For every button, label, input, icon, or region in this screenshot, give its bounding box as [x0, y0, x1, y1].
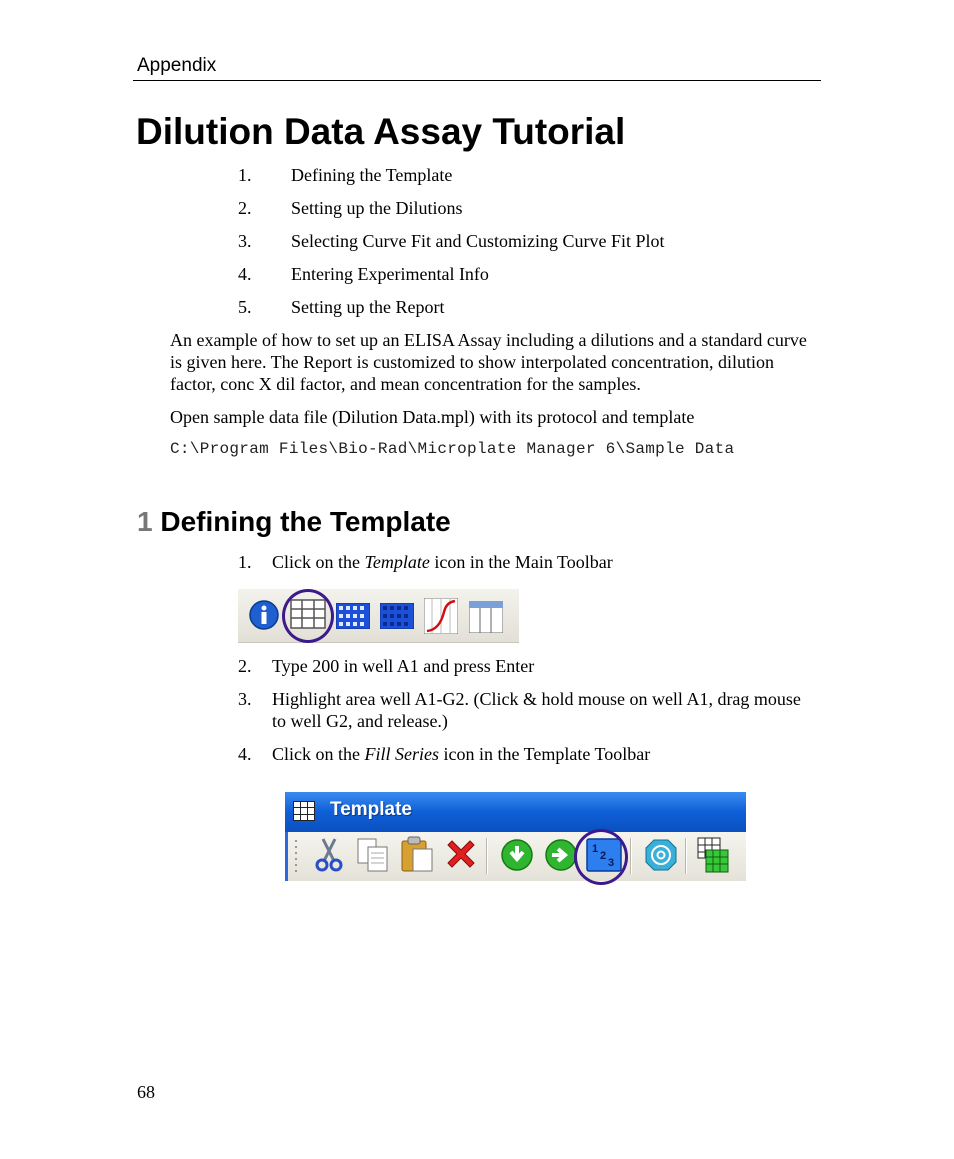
curve-fit-icon[interactable]	[424, 598, 458, 634]
highlight-circle	[282, 589, 334, 643]
email-at-icon[interactable]	[644, 838, 678, 872]
plate-data-icon[interactable]	[380, 603, 414, 629]
section-title: Defining the Template	[160, 506, 451, 537]
toolbar-separator	[685, 838, 686, 874]
toolbar-separator	[630, 838, 631, 874]
template-toolbar-bar	[285, 832, 746, 881]
template-toolbar-titlebar	[285, 792, 746, 832]
intro-paragraph: An example of how to set up an ELISA Assay including a dilutions and a standard curve is given here. The Report is customized to show interpolated concentration, dilution factor, conc X dil factor, and mean concentration for the samples.	[170, 330, 807, 394]
svg-text:1: 1	[592, 843, 599, 855]
file-path: C:\Program Files\Bio-Rad\Microplate Manager 6\Sample Data	[170, 440, 735, 458]
main-toolbar-image	[238, 589, 519, 643]
page-title: Dilution Data Assay Tutorial	[136, 111, 626, 152]
delete-icon[interactable]	[444, 837, 478, 871]
grip-handle[interactable]	[294, 838, 298, 874]
toolbar-separator	[486, 838, 487, 874]
cut-icon[interactable]	[314, 837, 344, 873]
arrow-down-icon[interactable]	[500, 838, 534, 872]
step-item: 4. Click on the Fill Series icon in the Template Toolbar	[238, 744, 651, 764]
template-toolbar-title: Template	[330, 799, 413, 820]
svg-text:3: 3	[608, 857, 615, 869]
section-number: 1	[137, 506, 153, 537]
svg-text:2: 2	[600, 850, 607, 862]
template-toolbar-image	[285, 792, 746, 881]
info-icon[interactable]	[248, 599, 280, 631]
running-header: Appendix	[137, 55, 217, 76]
header-rule	[133, 80, 821, 81]
paste-icon[interactable]	[400, 835, 434, 873]
highlight-circle	[574, 829, 628, 885]
open-file-paragraph: Open sample data file (Dilution Data.mpl) with its protocol and template	[170, 407, 695, 427]
plate-grid-icon[interactable]	[336, 603, 370, 629]
copy-icon[interactable]	[356, 837, 390, 873]
multi-grid-icon[interactable]	[696, 836, 730, 874]
section-heading	[137, 505, 451, 539]
arrow-right-icon[interactable]	[544, 838, 578, 872]
step-item: 2. Type 200 in well A1 and press Enter	[238, 656, 535, 676]
template-grid-icon	[293, 801, 315, 821]
step-item: 3. Highlight area well A1-G2. (Click & hold mouse on well A1, drag mouse to well G2, and release.)	[238, 689, 801, 731]
page-number: 68	[137, 1082, 155, 1102]
report-table-icon[interactable]	[469, 601, 503, 633]
step-item: 1. Click on the Template icon in the Main Toolbar	[238, 552, 613, 572]
